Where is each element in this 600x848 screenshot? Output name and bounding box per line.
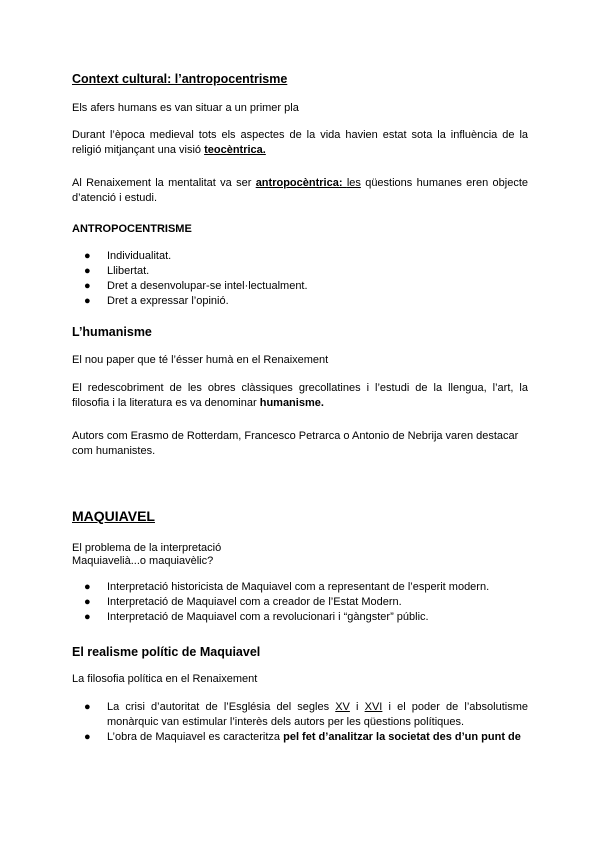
bullet-icon: ●: [84, 250, 91, 262]
underlined-century-xv: XV: [335, 701, 350, 713]
list-item-text: Interpretació de Maquiavel com a revolucionari i “gàngster” públic.: [107, 611, 429, 623]
bullet-icon: ●: [84, 280, 91, 292]
list-item: [72, 595, 528, 610]
text-span: qüestions humanes eren objecte d’atenció i estudi.: [72, 177, 528, 204]
bullet-icon: ●: [84, 701, 91, 713]
line-maquiavelia: Maquiavelià...o maquiavèlic?: [72, 555, 214, 567]
paragraph-filosofia-politica: La filosofia política en el Renaixement: [72, 673, 258, 685]
text-span: El redescobriment de les obres clàssiques grecollatines i l’estudi de la llengua, l’art, la filosofia i la literatura es va denominar: [72, 382, 528, 409]
bold-term-humanisme: humanisme.: [259, 397, 324, 409]
underlined-century-xvi: XVI: [364, 701, 383, 713]
bullet-icon: ●: [84, 731, 91, 743]
bullet-icon: ●: [84, 581, 91, 593]
paragraph-autors: Autors com Erasmo de Rotterdam, Francesco Petrarca o Antonio de Nebrija varen destacar com humanistes.: [72, 430, 519, 457]
list-item: [72, 580, 528, 595]
list-item: [72, 610, 528, 625]
bullet-icon: ●: [84, 265, 91, 277]
bullet-icon: ●: [84, 295, 91, 307]
text-span: i: [349, 701, 365, 713]
section-title-humanisme: L’humanisme: [72, 325, 152, 339]
bold-term-antropocentrica: antropocèntrica:: [255, 177, 347, 189]
section-title-context-cultural: Context cultural: l’antropocentrisme: [72, 72, 288, 86]
list-item-text: Individualitat.: [107, 250, 172, 262]
text-span: La crisi d’autoritat de l’Església del segles: [107, 701, 336, 713]
paragraph-epoca-medieval: [72, 128, 528, 158]
list-item: [72, 279, 528, 294]
list-item: [72, 700, 528, 730]
underlined-word: les: [346, 177, 361, 189]
list-item-text: Llibertat.: [107, 265, 150, 277]
subheading-antropocentrisme: ANTROPOCENTRISME: [72, 223, 192, 235]
list-item-text: Interpretació historicista de Maquiavel com a representant de l’esperit modern.: [107, 581, 490, 593]
list-item: [72, 730, 528, 745]
text-span: L’obra de Maquiavel es caracteritza: [107, 731, 284, 743]
section-title-maquiavel: MAQUIAVEL: [72, 508, 155, 524]
bullet-icon: ●: [84, 596, 91, 608]
bold-term-teocentrica: teocèntrica.: [204, 144, 266, 156]
list-item-text: Interpretació de Maquiavel com a creador de l’Estat Modern.: [107, 596, 402, 608]
list-antropocentrisme: [72, 249, 528, 309]
text-span: Al Renaixement la mentalitat va ser: [72, 177, 256, 189]
list-item: [72, 294, 528, 309]
list-realisme: [72, 700, 528, 745]
bold-phrase: pel fet d’analitzar la societat des d’un punt de: [283, 731, 521, 743]
paragraph-renaixement: [72, 176, 528, 206]
paragraph-nou-paper: El nou paper que té l’ésser humà en el Renaixement: [72, 354, 329, 366]
bullet-icon: ●: [84, 611, 91, 623]
text-span: Durant l’època medieval tots els aspectes de la vida havien estat sota la influència de la religió mitjançant una visió: [72, 129, 528, 156]
line-problema-interpretacio: El problema de la interpretació: [72, 542, 222, 554]
list-item: [72, 264, 528, 279]
list-item: [72, 249, 528, 264]
list-interpretacions: [72, 580, 528, 625]
section-title-realisme-politic: El realisme polític de Maquiavel: [72, 645, 261, 659]
paragraph-afers-humans: Els afers humans es van situar a un primer pla: [72, 102, 299, 114]
list-item-text: Dret a expressar l’opinió.: [107, 295, 229, 307]
list-item-text: Dret a desenvolupar-se intel·lectualment.: [107, 280, 308, 292]
paragraph-redescobriment: [72, 381, 528, 411]
text-span: i el poder de l’absolutisme monàrquic van estimular l’interès dels autors per les qüestions polítiques.: [107, 701, 528, 728]
